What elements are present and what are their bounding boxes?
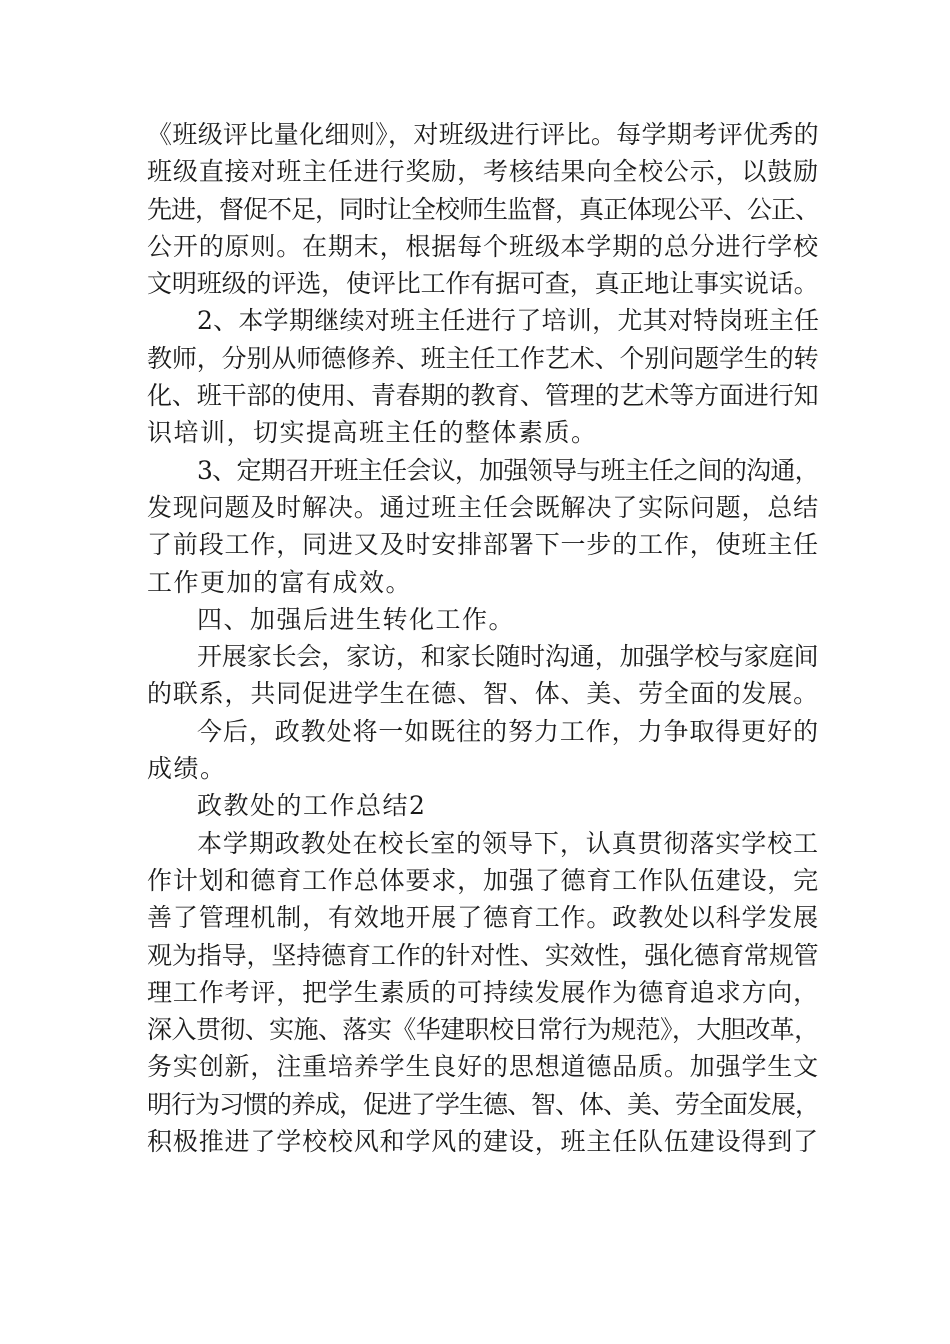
text-line: 了前段工作，同进又及时安排部署下一步的工作，使班主任 [147, 530, 820, 560]
text-line: 文明班级的评选，使评比工作有据可查，真正地让事实说话。 [147, 269, 819, 299]
text-line: 识培训，切实提高班主任的整体素质。 [147, 418, 598, 448]
text-line: 作计划和德育工作总体要求，加强了德育工作队伍建设，完 [147, 865, 820, 895]
text-line: 先进，督促不足，同时让全校师生监督，真正体现公平、公正、 [147, 194, 820, 224]
text-line: 四、加强后进生转化工作。 [197, 604, 516, 634]
text-line: 今后，政教处将一如既往的努力工作，力争取得更好的 [197, 716, 820, 746]
text-line: 化、班干部的使用、青春期的教育、管理的艺术等方面进行知 [147, 381, 819, 411]
text-line: 务实创新，注重培养学生良好的思想道德品质。加强学生文 [147, 1052, 820, 1082]
text-line: 发现问题及时解决。通过班主任会既解决了实际问题，总结 [147, 492, 820, 522]
text-line: 2、本学期继续对班主任进行了培训，尤其对特岗班主任 [197, 306, 820, 336]
text-line: 政教处的工作总结2 [197, 791, 427, 821]
text-line: 积极推进了学校校风和学风的建设，班主任队伍建设得到了 [147, 1127, 820, 1157]
text-line: 开展家长会，家访，和家长随时沟通，加强学校与家庭间 [197, 642, 819, 672]
text-line: 成绩。 [147, 754, 227, 784]
text-line: 善了管理机制，有效地开展了德育工作。政教处以科学发展 [147, 903, 820, 933]
text-line: 本学期政教处在校长室的领导下，认真贯彻落实学校工 [197, 828, 820, 858]
text-line: 班级直接对班主任进行奖励，考核结果向全校公示，以鼓励 [147, 157, 820, 187]
text-line: 的联系，共同促进学生在德、智、体、美、劳全面的发展。 [147, 679, 820, 709]
text-line: 教师，分别从师德修养、班主任工作艺术、个别问题学生的转 [147, 343, 819, 373]
text-line: 工作更加的富有成效。 [147, 567, 413, 597]
text-line: 理工作考评，把学生素质的可持续发展作为德育追求方向， [147, 977, 820, 1007]
text-line: 观为指导，坚持德育工作的针对性、实效性，强化德育常规管 [147, 940, 819, 970]
text-line: 明行为习惯的养成，促进了学生德、智、体、美、劳全面发展， [147, 1089, 820, 1119]
text-line: 3、定期召开班主任会议，加强领导与班主任之间的沟通， [197, 455, 819, 485]
text-line: 公开的原则。在期末，根据每个班级本学期的总分进行学校 [147, 231, 820, 261]
text-line: 《班级评比量化细则》，对班级进行评比。每学期考评优秀的 [147, 120, 820, 149]
document-body [147, 116, 819, 1160]
text-line: 深入贯彻、实施、落实《华建职校日常行为规范》，大胆改革， [147, 1015, 819, 1045]
